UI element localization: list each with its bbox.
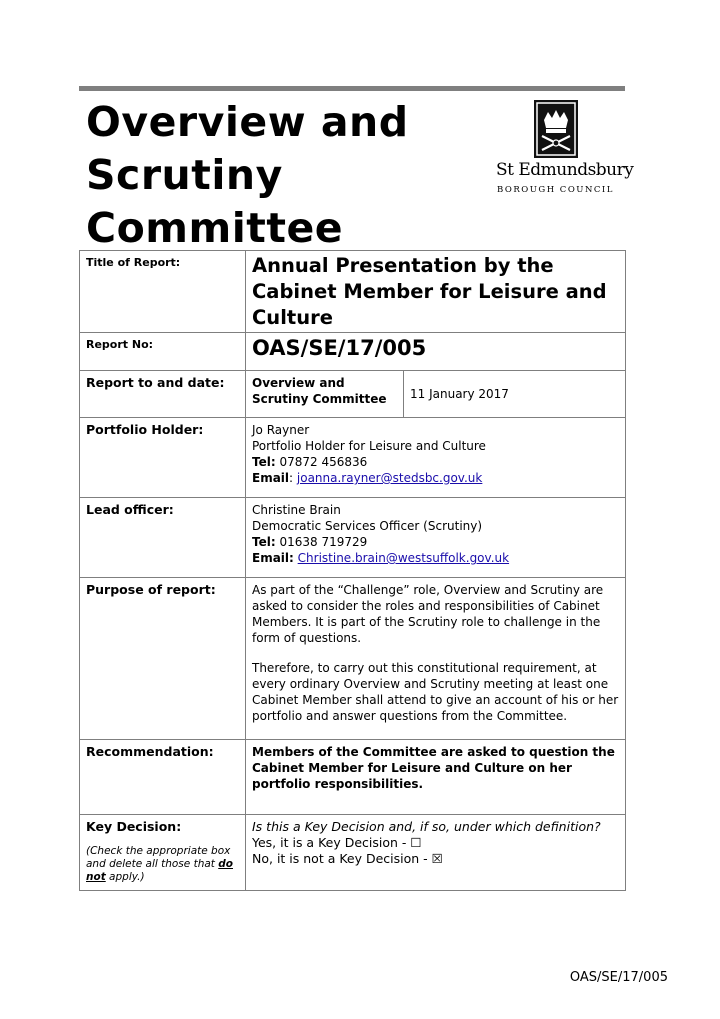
report-no-cell: [246, 333, 626, 371]
lead-label: Lead officer:: [80, 498, 246, 578]
portfolio-email-line: Email: joanna.rayner@stedsbc.gov.uk: [252, 471, 483, 485]
lead-name: Christine Brain: [252, 503, 341, 517]
table-row: [80, 815, 626, 891]
note-text: (Check the appropriate box and delete all those that: [86, 845, 231, 870]
page-title-line: Scrutiny: [86, 151, 283, 199]
lead-tel-line: [252, 534, 619, 550]
key-decision-question: Is this a Key Decision and, if so, under which definition?: [252, 819, 601, 834]
purpose-paragraph: Therefore, to carry out this constitutional requirement, at every ordinary Overview and Scrutiny meeting at least one Cabinet Member shall attend to give an account of his or her portfolio and answer questions from the Committee.: [252, 661, 619, 723]
key-decision-label-cell: [80, 815, 246, 891]
report-to-text: Overview and Scrutiny Committee: [252, 376, 387, 406]
portfolio-label: Portfolio Holder:: [80, 418, 246, 498]
key-decision-note: [86, 845, 239, 884]
footer-reference: OAS/SE/17/005: [569, 970, 668, 985]
lead-role: Democratic Services Officer (Scrutiny): [252, 519, 483, 533]
table-row: [80, 418, 626, 498]
report-title: Annual Presentation by the Cabinet Member for Leisure and Culture: [252, 254, 607, 329]
recommendation-cell: [246, 740, 626, 815]
recommendation-text: Members of the Committee are asked to question the Cabinet Member for Leisure and Culture on her portfolio responsibilities.: [252, 745, 615, 791]
tel-label: Tel:: [252, 455, 276, 469]
title-label: Title of Report:: [80, 251, 246, 333]
report-date-text: 11 January 2017: [410, 386, 509, 401]
tel-label: Tel:: [252, 535, 276, 549]
lead-cell: [246, 498, 626, 578]
title-value-cell: [246, 251, 626, 333]
logo-subtitle: BOROUGH COUNCIL: [497, 185, 614, 195]
purpose-paragraph: As part of the “Challenge” role, Overview and Scrutiny are asked to consider the roles and responsibilities of Cabinet Members. It is part of the Scrutiny role to challenge in the form of questions.: [252, 583, 604, 645]
lead-tel: 01638 719729: [279, 535, 368, 549]
council-logo: [496, 100, 634, 204]
table-row: [80, 251, 626, 333]
report-date: [404, 371, 626, 418]
lead-email-link[interactable]: Christine.brain@westsuffolk.gov.uk: [297, 551, 510, 565]
page-title-line: Overview and: [86, 98, 409, 146]
page-title-line: Committee: [86, 204, 344, 252]
key-decision-cell: [246, 815, 626, 891]
portfolio-name: Jo Rayner: [252, 423, 310, 437]
email-label: Email: [252, 471, 290, 485]
portfolio-email-link[interactable]: joanna.rayner@stedsbc.gov.uk: [296, 471, 483, 485]
portfolio-role: Portfolio Holder for Leisure and Culture: [252, 439, 486, 453]
portfolio-cell: [246, 418, 626, 498]
report-no-label: Report No:: [80, 333, 246, 371]
note-emphasis: do not: [86, 858, 233, 883]
table-row: [80, 740, 626, 815]
crest-icon: [534, 100, 578, 158]
table-row: [80, 333, 626, 371]
logo-name: St Edmundsbury: [496, 160, 634, 180]
report-to-value: [246, 371, 404, 418]
portfolio-tel-line: [252, 454, 619, 470]
table-row: [80, 578, 626, 740]
recommendation-label: Recommendation:: [80, 740, 246, 815]
table-row: [80, 498, 626, 578]
portfolio-tel: 07872 456836: [279, 455, 368, 469]
report-number: OAS/SE/17/005: [252, 336, 427, 360]
email-label: Email:: [252, 551, 294, 565]
table-row: [80, 371, 626, 418]
note-text: apply.): [105, 871, 145, 883]
report-cover-table: [79, 250, 626, 891]
purpose-cell: [246, 578, 626, 740]
lead-email-line: [252, 550, 619, 566]
key-decision-label: Key Decision:: [86, 819, 182, 834]
report-to-label: Report to and date:: [80, 371, 246, 418]
purpose-label: Purpose of report:: [80, 578, 246, 740]
key-decision-yes[interactable]: Yes, it is a Key Decision - ☐: [252, 835, 422, 850]
top-rule: [79, 86, 625, 91]
key-decision-no[interactable]: No, it is not a Key Decision - ☒: [252, 851, 443, 866]
page-title: [86, 96, 486, 255]
